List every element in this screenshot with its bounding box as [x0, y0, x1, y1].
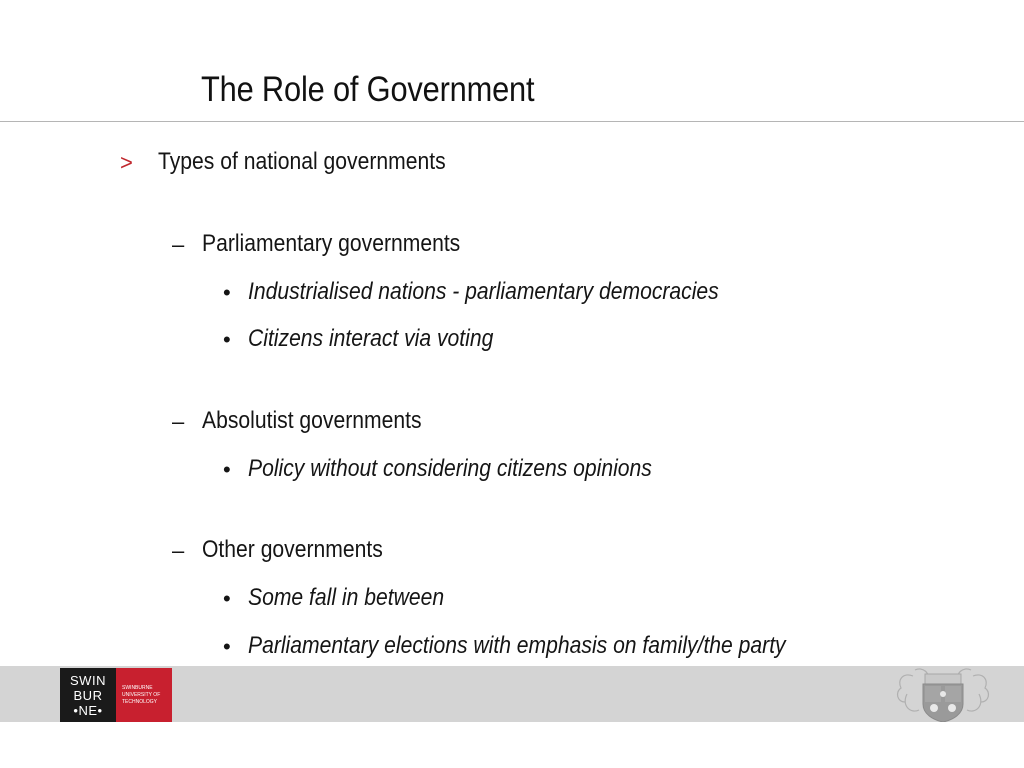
university-crest-icon [893, 664, 993, 722]
group3-heading: Other governments [202, 536, 383, 563]
title-divider [0, 121, 1024, 122]
group1-heading: Parliamentary governments [202, 230, 461, 257]
logo-wordmark [60, 668, 116, 722]
swinburne-logo [60, 668, 172, 722]
logo-line-2: BUR [73, 687, 103, 703]
logo-uni-line-2: UNIVERSITY OF [122, 691, 161, 698]
level1-text: Types of national governments [158, 148, 446, 175]
group1-marker: – [172, 232, 185, 257]
group3-item1-marker: • [223, 586, 231, 611]
group3-marker: – [172, 538, 185, 563]
logo-uni-line-1: SWINBURNE [122, 684, 153, 691]
logo-line-3: •NE• [73, 702, 103, 718]
group3-item2-text: Parliamentary elections with emphasis on family/the party [248, 632, 786, 659]
group2-marker: – [172, 409, 185, 434]
logo-uni-line-3: TECHNOLOGY [122, 698, 158, 705]
group1-item1-text: Industrialised nations - parliamentary democracies [248, 278, 719, 305]
logo-university-name [116, 668, 172, 722]
group1-item1-marker: • [223, 280, 231, 305]
level1-marker: > [120, 150, 133, 175]
group2-heading: Absolutist governments [202, 407, 422, 434]
group3-item1-text: Some fall in between [248, 584, 445, 611]
group1-item2-marker: • [223, 327, 231, 352]
slide-title: The Role of Government [201, 70, 535, 109]
logo-line-1: SWIN [70, 672, 106, 688]
group2-item1-marker: • [223, 457, 231, 482]
group2-item1-text: Policy without considering citizens opinions [248, 455, 652, 482]
group1-item2-text: Citizens interact via voting [248, 325, 494, 352]
group3-item2-marker: • [223, 634, 231, 659]
